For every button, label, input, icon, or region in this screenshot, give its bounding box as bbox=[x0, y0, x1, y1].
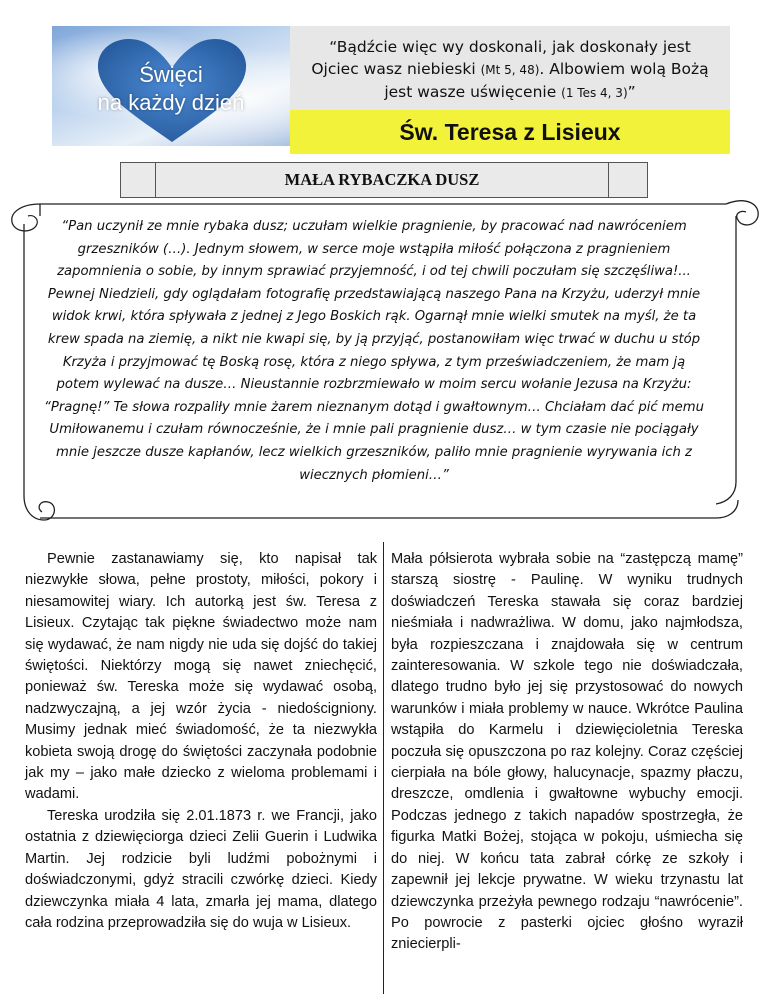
right-column bbox=[391, 549, 743, 956]
paragraph: Tereska urodziła się 2.01.1873 r. we Francji, jako ostatnia z dziewięciorga dzieci Zelii Guerin i Ludwika Martin. Jej rodzicie byli ludźmi pobożnymi i doświadczonymi, gdyż stracili czwórkę dzieci. Kiedy dziewczynka miała 4 lata, zmarła jej mama, dlatego cała rodzina przeprowadziła się do wuja w Lisieux. bbox=[25, 807, 377, 931]
saint-quote: “Pan uczynił ze mnie rybaka dusz; uczułam wielkie pragnienie, by pracować nad nawróceniem grzeszników (…). Jednym słowem, w serce moje wstąpiła miłość połączona z pragnieniem zapomnienia o sobie, by innym sprawiać przyjemność, i od tej chwili poczułam się szczęśliwa!... Pewnej Niedzieli, gdy oglądałam fotografię przedstawiającą naszego Pana na Krzyżu, uderzył mnie widok krwi, która spływała z jednej z Jego Boskich rąk. Ogarnął mnie wielki smutek na myśl, że ta krew spada na ziemię, a nikt nie kwapi się, by ją przyjąć, postanowiłam więc trwać w duchu u stóp Krzyża i przyjmować tę Boską rosę, która z niego spływa, z tym przeświadczeniem, że mam ją potem wylewać na dusze… Nieustannie rozbrzmiewało w moim sercu wołanie Jezusa na Krzyżu: “Pragnę!” Te słowa rozpaliły mnie żarem nieznanym dotąd i gwałtownym… Chciałam dać pić memu Umiłowanemu i czułam równocześnie, że i mnie pali pragnienie dusz… w tym czasie nie pociągały mnie jeszcze dusze kapłanów, lecz wielkich grzeszników, paliło mnie pragnienie wyrywania ich z wiecznych płomieni…” bbox=[44, 219, 704, 483]
motto-ref-1: (Mt 5, 48) bbox=[480, 63, 540, 77]
paragraph: Pewnie zastanawiamy się, kto napisał tak niezwykłe słowa, pełne prostoty, miłości, pokory i niesamowitej wiary. Ich autorką jest św. Teresa z Lisieux. Czytając tak piękne świadectwo może nam się wydawać, że nam nigdy nie uda się dojść do takiej świętości. Niektórzy mogą się nawet zniechęcić, ponieważ św. Tereska może się wydawać osobą, nadzwyczajną, a jej wzór życia - niedościgniony. Musimy jednak mieć świadomość, że ta niezwykła kobieta swoją drogę do świętości zaczynała podobnie jak my – jako małe dziecko z wieloma problemami i wadami. bbox=[25, 551, 377, 803]
page-title: Św. Teresa z Lisieux bbox=[290, 110, 730, 154]
column-divider bbox=[383, 542, 384, 994]
paragraph: Mała półsierota wybrała sobie na “zastępczą mamę” starszą siostrę - Paulinę. W wyniku trudnych doświadczeń Tereska stawała się coraz bardziej nieśmiała i nadwrażliwa. W domu, jako najmłodsza, była rozpieszczana i znajdowała się w centrum zainteresowania. W szkole tego nie doświadczała, dlatego trudno było jej się przystosować do nowych warunków i miała problemy w nauce. Wkrótce Paulina wstąpiła do Karmelu i dziewięcioletnia Tereska poczuła się opuszczona po raz kolejny. Coraz częściej cierpiała na bóle głowy, halucynacje, spazmy płaczu, dreszcze, omdlenia i gwałtowne wybuchy emocji. Podczas jednego z takich napadów spostrzegła, że figurka Matki Bożej, stojąca w pokoju, uśmiecha się do niej. W końcu tata zabrał córkę ze szkoły i zapewnił jej lekcje prywatne. W wieku trzynastu lat dziewczynka przeżyła pewnego rodzaju “nawrócenie”. Po powrocie z pasterki ojciec głośno wyraził zniecierpli- bbox=[391, 551, 743, 953]
heart-icon bbox=[92, 34, 252, 144]
section-title: MAŁA RYBACZKA DUSZ bbox=[284, 170, 480, 189]
left-column bbox=[25, 549, 377, 934]
logo-line-1: Święci bbox=[139, 62, 203, 87]
motto-text-2: . Albowiem wolą Bożą jest wasze uświęcenie bbox=[384, 60, 709, 101]
motto-text-1: “Bądźcie więc wy doskonali, jak doskonały jest Ojciec wasz niebieski bbox=[311, 38, 691, 78]
logo bbox=[52, 26, 290, 146]
logo-line-2: na każdy dzień bbox=[97, 90, 245, 115]
motto-ref-2: (1 Tes 4, 3) bbox=[561, 86, 628, 100]
motto-text-3: ” bbox=[627, 83, 636, 101]
motto bbox=[290, 26, 730, 110]
